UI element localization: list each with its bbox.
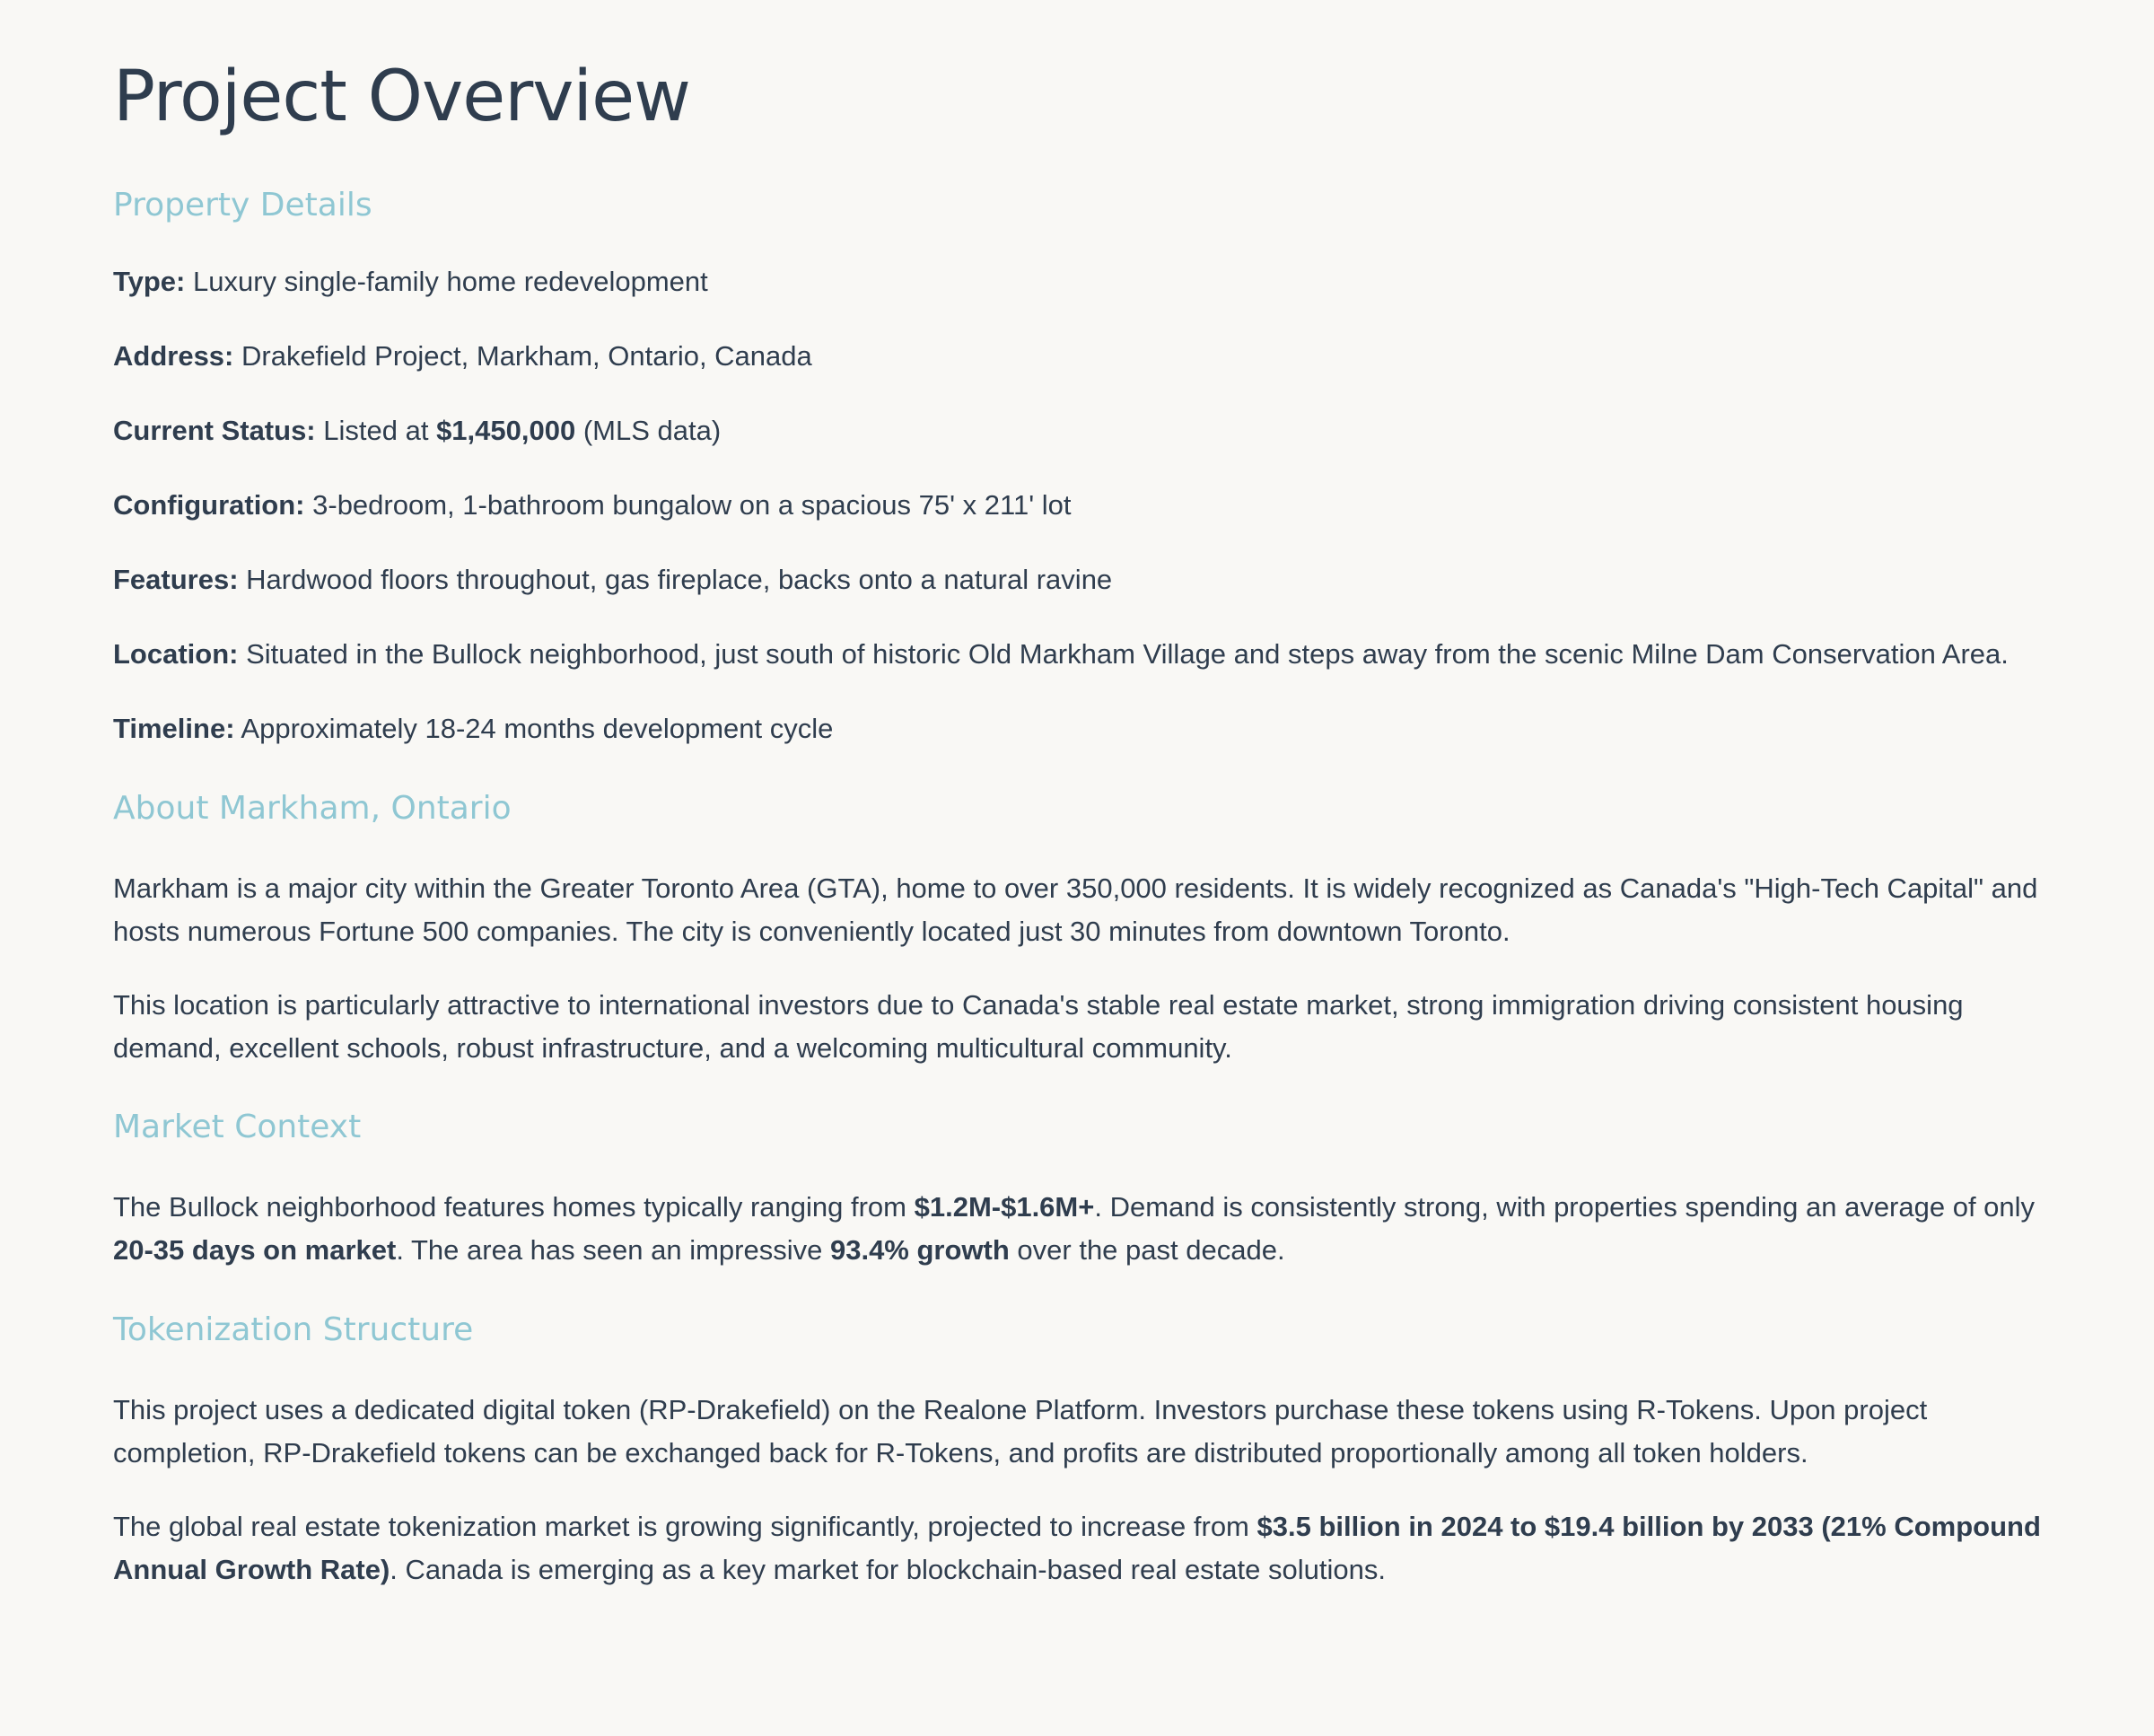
detail-configuration-value: 3-bedroom, 1-bathroom bungalow on a spacious 75' x 211' lot [304, 489, 1072, 521]
market-price-range: $1.2M-$1.6M+ [914, 1191, 1095, 1223]
detail-location-label: Location: [113, 638, 239, 670]
market-context-heading: Market Context [113, 1109, 362, 1145]
market-paragraph [113, 1186, 2070, 1272]
detail-type-value: Luxury single-family home redevelopment [185, 266, 708, 297]
tokenization-structure-heading: Tokenization Structure [113, 1311, 474, 1348]
tokenization-paragraph-2 [113, 1505, 2070, 1591]
detail-address-label: Address: [113, 340, 234, 372]
detail-configuration-label: Configuration: [113, 489, 305, 521]
detail-location-value: Situated in the Bullock neighborhood, just south of historic Old Markham Village and steps away from the scenic Milne Dam Conservation Area. [238, 638, 2009, 670]
detail-status [113, 409, 2070, 452]
detail-features [113, 558, 2070, 601]
market-text-4: over the past decade. [1009, 1234, 1285, 1266]
market-days-on-market: 20-35 days on market [113, 1234, 397, 1266]
detail-location [113, 633, 2070, 676]
tokenization-text-1: The global real estate tokenization market is growing significantly, projected to increase from [113, 1511, 1257, 1542]
tokenization-market-projection: $3.5 billion in 2024 to $19.4 billion by 2033 (21% Compound Annual Growth Rate) [113, 1511, 2041, 1585]
detail-features-label: Features: [113, 564, 239, 595]
detail-address-value: Drakefield Project, Markham, Ontario, Canada [233, 340, 812, 372]
detail-type [113, 260, 2070, 303]
market-text-2: . Demand is consistently strong, with properties spending an average of only [1094, 1191, 2036, 1223]
detail-status-label: Current Status: [113, 415, 316, 446]
page-title: Project Overview [113, 57, 690, 137]
detail-status-post: (MLS data) [575, 415, 722, 446]
market-growth: 93.4% growth [829, 1234, 1010, 1266]
property-details-heading: Property Details [113, 187, 372, 224]
about-paragraph-2: This location is particularly attractive to international investors due to Canada's stable real estate market, strong immigration driving consistent housing demand, excellent schools, robust infrastructure, and a welcoming multicultural community. [113, 989, 1964, 1064]
market-text-3: . The area has seen an impressive [396, 1234, 830, 1266]
detail-timeline-label: Timeline: [113, 713, 235, 744]
tokenization-text-2: . Canada is emerging as a key market for blockchain-based real estate solutions. [390, 1554, 1386, 1585]
detail-address [113, 335, 2070, 378]
detail-type-label: Type: [113, 266, 186, 297]
market-text-1: The Bullock neighborhood features homes typically ranging from [113, 1191, 915, 1223]
tokenization-paragraph-1: This project uses a dedicated digital token (RP-Drakefield) on the Realone Platform. Investors purchase these tokens using R-Tokens. Upon project completion, RP-Drakefield tokens can be exchanged back for R-Tokens, and profits are distributed proportionally among all token holders. [113, 1394, 1928, 1469]
about-paragraph-1: Markham is a major city within the Greater Toronto Area (GTA), home to over 350,000 residents. It is widely recognized as Canada's "High-Tech Capital" and hosts numerous Fortune 500 companies. The city is conveniently located just 30 minutes from downtown Toronto. [113, 872, 2038, 947]
detail-timeline [113, 707, 2070, 750]
document-content [113, 45, 2070, 1591]
detail-timeline-value: Approximately 18-24 months development cycle [234, 713, 834, 744]
detail-features-value: Hardwood floors throughout, gas fireplace, backs onto a natural ravine [238, 564, 1113, 595]
detail-status-price: $1,450,000 [436, 415, 576, 446]
about-markham-heading: About Markham, Ontario [113, 790, 512, 827]
detail-configuration [113, 484, 2070, 527]
detail-status-pre: Listed at [315, 415, 437, 446]
